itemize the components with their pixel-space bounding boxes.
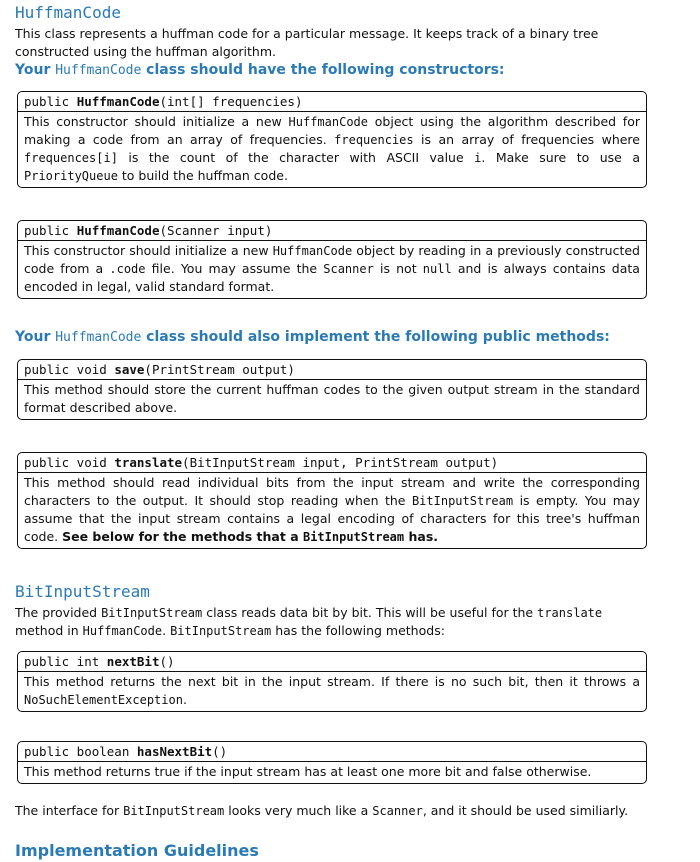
huffmancode-title: HuffmanCode <box>15 3 121 22</box>
constructor-scanner-description: This constructor should initialize a new HuffmanCode object by reading in a previously constructed code from a .code file. You may assume the Scanner is not null and is always contains data encoded in legal, valid standard format. <box>24 243 640 294</box>
bitinputstream-intro: The provided BitInputStream class reads data bit by bit. This will be useful for the translate method in HuffmanCode. BitInputStream has the following methods: <box>15 605 603 638</box>
translate-method-description: This method should read individual bits from the input stream and write the corresponding characters to the output. It should stop reading when the BitInputStream is empty. You may assume that the input stream contains a legal encoding of characters for this tree's huffman code. See below for the methods that a BitInputStream has. <box>24 475 640 544</box>
save-method-description: This method should store the current huffman codes to the given output stream in the standard format described above. <box>24 382 640 415</box>
methods-heading: Your HuffmanCode class should also implement the following public methods: <box>15 329 610 345</box>
nextbit-method-signature: public int nextBit() <box>18 652 646 672</box>
hasnextbit-method-box <box>17 741 647 784</box>
save-method-signature: public void save(PrintStream output) <box>18 360 646 380</box>
constructor-frequencies-description: This constructor should initialize a new HuffmanCode object using the algorithm described for making a code from an array of frequencies. frequencies is an array of frequencies where frequences[i] is the count of the character with ASCII value i. Make sure to use a PriorityQueue to build the huffman code. <box>24 114 641 183</box>
constructor-scanner-box <box>17 220 647 299</box>
constructor-frequencies-signature: public HuffmanCode(int[] frequencies) <box>18 92 646 112</box>
translate-method-box <box>17 452 647 549</box>
next-section-heading: Implementation Guidelines <box>15 841 259 860</box>
nextbit-method-description: This method returns the next bit in the input stream. If there is no such bit, then it throws a NoSuchElementException. <box>24 674 640 707</box>
bitinputstream-title: BitInputStream <box>15 582 150 601</box>
constructor-frequencies-box <box>17 91 647 188</box>
constructors-heading: Your HuffmanCode class should have the following constructors: <box>15 62 505 78</box>
hasnextbit-method-signature: public boolean hasNextBit() <box>18 742 646 762</box>
huffmancode-intro: This class represents a huffman code for a particular message. It keeps track of a binary tree constructed using the huffman algorithm. <box>15 26 599 59</box>
constructor-scanner-signature: public HuffmanCode(Scanner input) <box>18 221 646 241</box>
save-method-box <box>17 359 647 420</box>
bitinputstream-interface-note: The interface for BitInputStream looks very much like a Scanner, and it should be used similiarly. <box>15 803 629 818</box>
hasnextbit-method-description: This method returns true if the input stream has at least one more bit and false otherwise. <box>24 764 592 779</box>
nextbit-method-box <box>17 651 647 712</box>
translate-method-signature: public void translate(BitInputStream input, PrintStream output) <box>18 453 646 473</box>
